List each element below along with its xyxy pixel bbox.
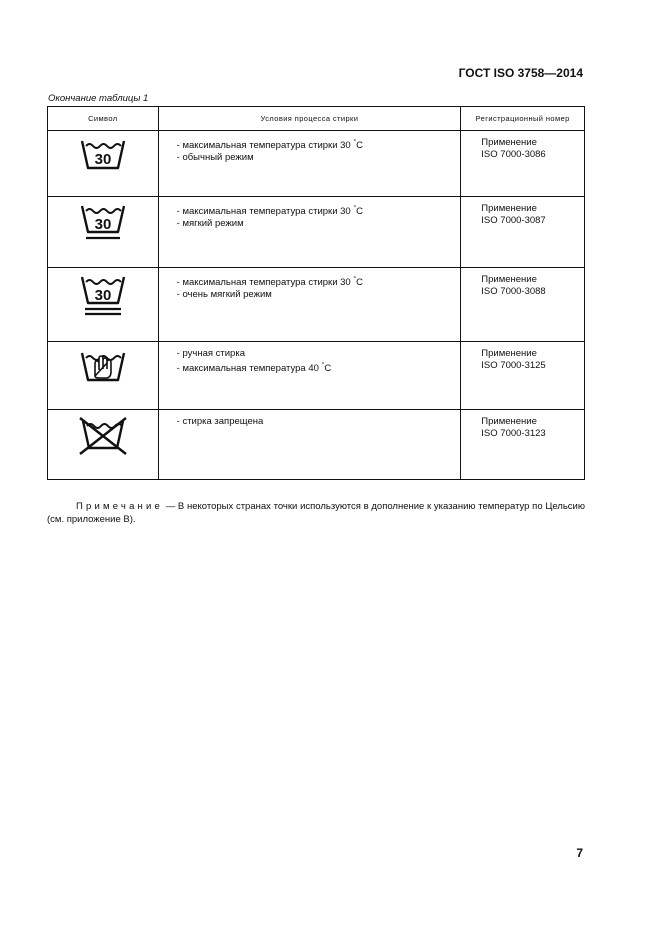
symbol-cell — [48, 131, 159, 197]
table-row — [48, 342, 585, 410]
condition-line: - максимальная температура стирки 30 °C — [176, 139, 364, 151]
registration-cell — [461, 131, 585, 197]
registration-number: ISO 7000-3125 — [481, 360, 546, 371]
symbol-cell — [48, 197, 159, 268]
wash-30-very-mild-icon — [79, 274, 127, 318]
symbol-cell — [48, 410, 159, 480]
condition-line: - обычный режим — [176, 152, 254, 163]
registration-number: ISO 7000-3086 — [481, 149, 546, 160]
condition-line: - максимальная температура 40 °C — [176, 362, 332, 374]
note-text: — В некоторых странах точки используются в дополнение к указанию температур по Цельсию (см. приложение В). — [47, 501, 585, 525]
condition-line: - максимальная температура стирки 30 °C — [176, 276, 364, 288]
symbol-cell — [48, 268, 159, 342]
conditions-cell — [158, 342, 461, 410]
condition-line: - максимальная температура стирки 30 °C — [176, 205, 364, 217]
registration-number: ISO 7000-3087 — [481, 215, 546, 226]
table-row — [48, 268, 585, 342]
table-row — [48, 197, 585, 268]
table-row — [48, 410, 585, 480]
wash-30-mild-icon — [79, 203, 127, 243]
registration-number: ISO 7000-3123 — [481, 428, 546, 439]
registration-cell — [461, 410, 585, 480]
symbol-cell — [48, 342, 159, 410]
conditions-cell — [158, 197, 461, 268]
registration-cell — [461, 197, 585, 268]
registration-cell — [461, 342, 585, 410]
wash-30-normal-icon — [79, 137, 127, 173]
symbol-temperature-text: 30 — [94, 287, 112, 304]
page-number: 7 — [576, 846, 583, 860]
column-header-conditions: Условия процесса стирки — [158, 107, 461, 131]
table-note — [47, 500, 585, 526]
hand-wash-icon — [79, 348, 127, 386]
registration-cell — [461, 268, 585, 342]
condition-line: - мягкий режим — [176, 218, 244, 229]
symbol-temperature-text: 30 — [94, 151, 112, 168]
standard-code: ГОСТ ISO 3758—2014 — [458, 66, 583, 80]
registration-label: Применение — [481, 203, 537, 214]
condition-line: - ручная стирка — [176, 348, 245, 359]
registration-number: ISO 7000-3088 — [481, 286, 546, 297]
registration-label: Применение — [481, 137, 537, 148]
condition-line: - очень мягкий режим — [176, 289, 272, 300]
conditions-cell — [158, 131, 461, 197]
registration-label: Применение — [481, 348, 537, 359]
care-symbols-table — [47, 106, 585, 480]
table-caption: Окончание таблицы 1 — [48, 93, 149, 104]
column-header-symbol: Символ — [48, 107, 159, 131]
table-row — [48, 131, 585, 197]
table-header-row — [48, 107, 585, 131]
column-header-registration: Регистрационный номер — [461, 107, 585, 131]
conditions-cell — [158, 410, 461, 480]
do-not-wash-icon — [77, 416, 129, 456]
condition-line: - стирка запрещена — [176, 416, 264, 427]
conditions-cell — [158, 268, 461, 342]
registration-label: Применение — [481, 416, 537, 427]
registration-label: Применение — [481, 274, 537, 285]
symbol-temperature-text: 30 — [94, 216, 112, 233]
note-label: Примечание — [76, 501, 163, 512]
